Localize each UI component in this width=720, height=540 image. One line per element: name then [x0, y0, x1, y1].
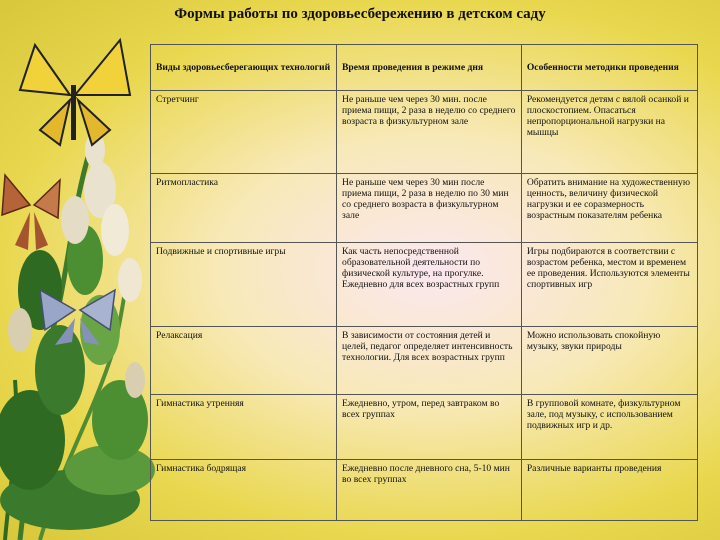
cell-time: Как часть непосредственной образовательной деятельности по физической культуре, на прогулке. Ежедневно для всех возрастных групп: [337, 243, 522, 327]
butterfly-middle-illustration: [2, 175, 60, 250]
page-title: Формы работы по здоровьесбережению в детском саду: [174, 6, 546, 22]
butterfly-low-illustration: [40, 290, 115, 345]
cell-time: Ежедневно, утром, перед завтраком во всех группах: [337, 395, 522, 460]
health-forms-table: [150, 44, 698, 521]
table-header-row: [151, 45, 698, 91]
cell-type: Стретчинг: [151, 91, 337, 174]
cell-features: Различные варианты проведения: [521, 460, 697, 521]
cell-time: Ежедневно после дневного сна, 5-10 мин во всех группах: [337, 460, 522, 521]
table-row: [151, 395, 698, 460]
cell-features: В групповой комнате, физкультурном зале, под музыку, с использованием подвижных игр и др.: [521, 395, 697, 460]
foliage-illustration: [0, 132, 155, 540]
cell-features: Игры подбираются в соответствии с возрастом ребенка, местом и временем ее проведения. Используются элементы спортивных игр: [521, 243, 697, 327]
cell-features: Обратить внимание на художественную ценность, величину физической нагрузки и ее соразмерность возрастным показателям ребенка: [521, 174, 697, 243]
cell-type: Гимнастика утренняя: [151, 395, 337, 460]
butterfly-top-illustration: [20, 40, 130, 145]
header-features: Особенности методики проведения: [521, 45, 697, 91]
cell-type: Гимнастика бодрящая: [151, 460, 337, 521]
cell-type: Релаксация: [151, 327, 337, 395]
table-row: [151, 174, 698, 243]
table-row: [151, 243, 698, 327]
header-time: Время проведения в режиме дня: [337, 45, 522, 91]
table-row: [151, 327, 698, 395]
cell-type: Ритмопластика: [151, 174, 337, 243]
table-row: [151, 460, 698, 521]
cell-features: Рекомендуется детям с вялой осанкой и плоскостопием. Опасаться непропорциональной нагрузки на мышцы: [521, 91, 697, 174]
cell-features: Можно использовать спокойную музыку, звуки природы: [521, 327, 697, 395]
cell-time: Не раньше чем через 30 мин после приема пищи, 2 раза в неделю по 30 мин со среднего возраста в физкультурном зале: [337, 174, 522, 243]
cell-type: Подвижные и спортивные игры: [151, 243, 337, 327]
header-technology-types: Виды здоровьесберегающих технологий: [151, 45, 337, 91]
cell-time: В зависимости от состояния детей и целей, педагог определяет интенсивность технологии. Для всех возрастных групп: [337, 327, 522, 395]
table-row: [151, 91, 698, 174]
cell-time: Не раньше чем через 30 мин. после приема пищи, 2 раза в неделю со среднего возраста в физкультурном зале: [337, 91, 522, 174]
